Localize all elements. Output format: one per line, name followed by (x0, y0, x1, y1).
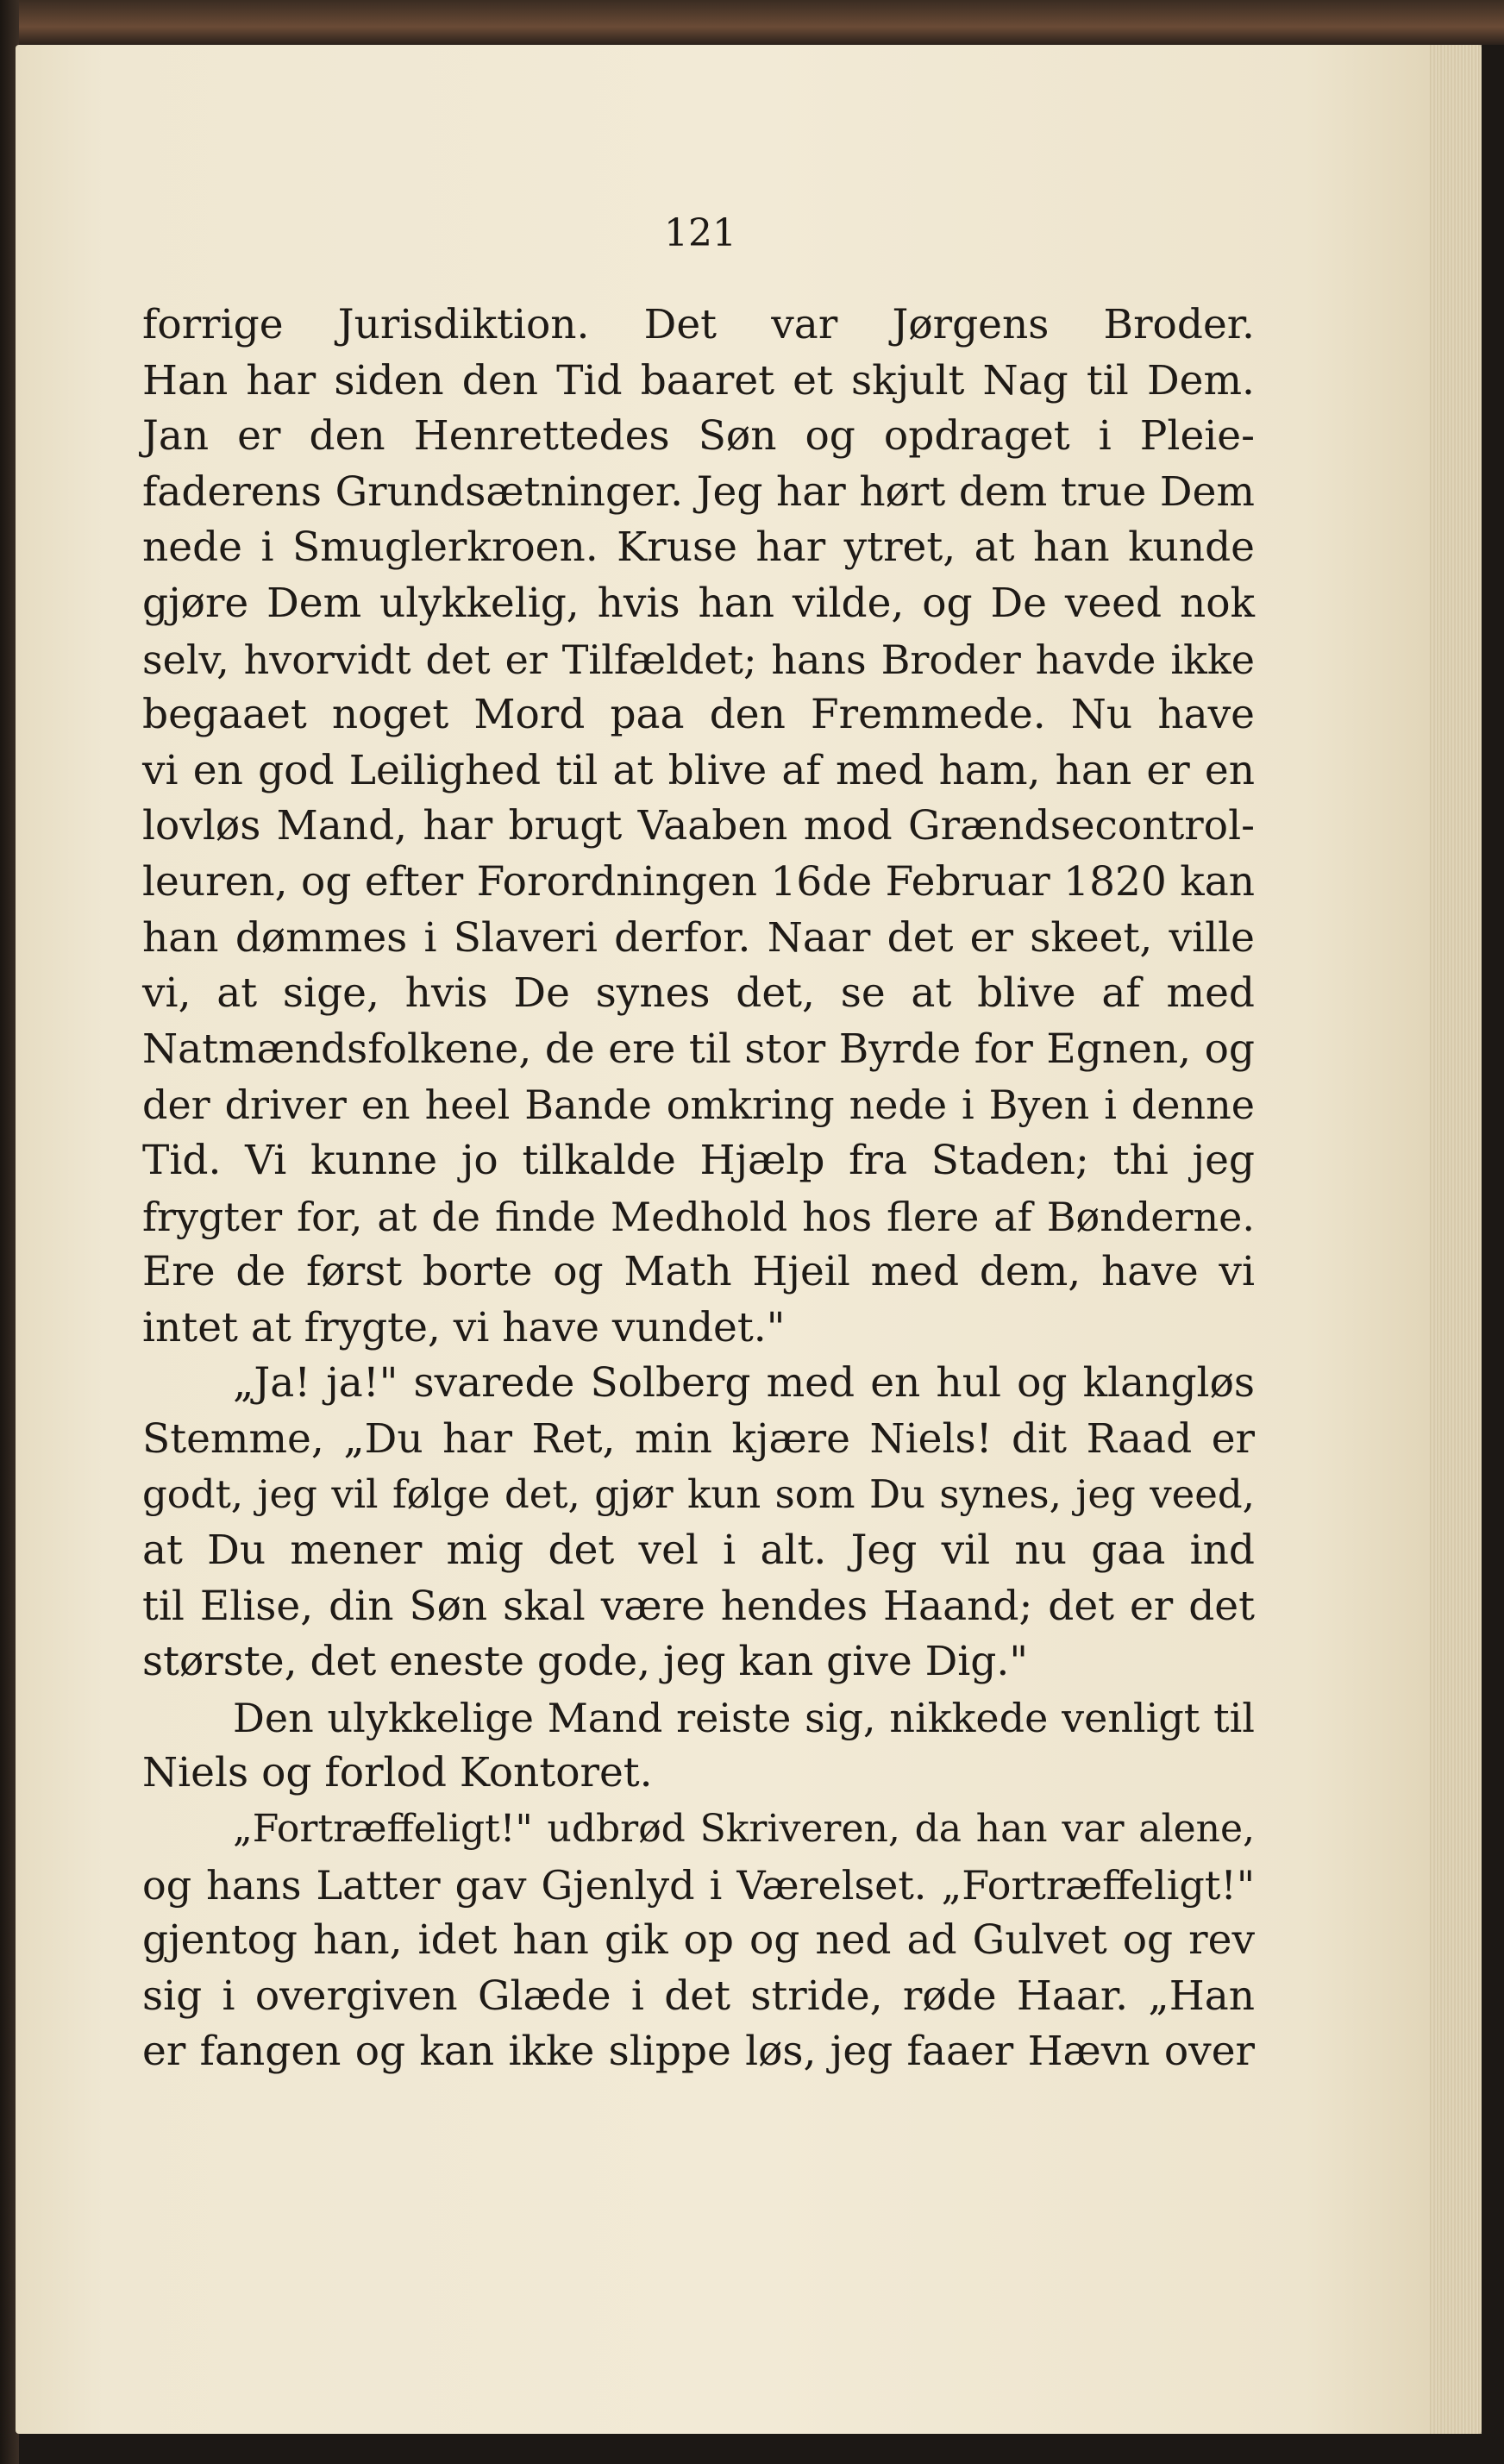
text-line: han dømmes i Slaveri derfor. Naar det er skeet, ville (142, 913, 1255, 962)
page-stack-edge (1430, 45, 1482, 2434)
text-line: vi, at sige, hvis De synes det, se at blive af med (142, 969, 1255, 1018)
text-line: „Fortræffeligt!" udbrød Skriveren, da han var alene, (233, 1807, 1255, 1852)
book-cover-top-edge (0, 0, 1504, 45)
text-line: gjøre Dem ulykkelig, hvis han vilde, og De veed nok (142, 579, 1255, 627)
text-line: leuren, og efter Forordningen 16de Februar 1820 kan (142, 857, 1255, 906)
text-line: Jan er den Henrettedes Søn og opdraget i Pleie- (142, 412, 1255, 461)
text-line: intet at frygte, vi have vundet." (142, 1303, 786, 1351)
text-line: godt, jeg vil følge det, gjør kun som Du synes, jeg veed, (142, 1471, 1255, 1518)
text-line: Den ulykkelige Mand reiste sig, nikkede venligt til (233, 1694, 1255, 1741)
text-line: begaaet noget Mord paa den Fremmede. Nu have (142, 691, 1255, 739)
text-line: der driver en heel Bande omkring nede i Byen i denne (142, 1082, 1255, 1129)
text-line: „Ja! ja!" svarede Solberg med en hul og klangløs (233, 1359, 1255, 1408)
text-line: og hans Latter gav Gjenlyd i Værelset. „Fortræffeligt!" (142, 1861, 1255, 1909)
text-line: Stemme, „Du har Ret, min kjære Niels! dit Raad er (142, 1414, 1255, 1463)
text-line: Han har siden den Tid baaret et skjult Nag til Dem. (142, 356, 1255, 404)
body-text (142, 298, 1255, 2080)
text-line: faderens Grundsætninger. Jeg har hørt dem true Dem (142, 467, 1255, 516)
text-line: Tid. Vi kunne jo tilkalde Hjælp fra Staden; thi jeg (142, 1136, 1255, 1184)
text-line: sig i overgiven Glæde i det stride, røde Haar. „Han (142, 1972, 1255, 2020)
text-line: Natmændsfolkene, de ere til stor Byrde for Egnen, og (142, 1025, 1255, 1073)
text-line: at Du mener mig det vel i alt. Jeg vil nu gaa ind (142, 1527, 1255, 1575)
text-line: vi en god Leilighed til at blive af med ham, han er en (142, 746, 1255, 794)
text-line: største, det eneste gode, jeg kan give Dig." (142, 1638, 1028, 1686)
text-line: Ere de først borte og Math Hjeil med dem, have vi (142, 1248, 1255, 1296)
page-number: 121 (664, 211, 736, 255)
text-line: selv, hvorvidt det er Tilfældet; hans Broder havde ikke (142, 636, 1255, 683)
text-line: til Elise, din Søn skal være hendes Haand; det er det (142, 1582, 1255, 1630)
text-line: lovløs Mand, har brugt Vaaben mod Grændsecontrol- (142, 802, 1255, 850)
text-line: gjentog han, idet han gik op og ned ad Gulvet og rev (142, 1916, 1255, 1965)
text-line: forrige Jurisdiktion. Det var Jørgens Broder. (142, 301, 1255, 348)
text-line: er fangen og kan ikke slippe løs, jeg faaer Hævn over (142, 2028, 1255, 2076)
text-line: Niels og forlod Kontoret. (142, 1749, 653, 1797)
text-line: frygter for, at de finde Medhold hos flere af Bønderne. (142, 1193, 1255, 1240)
text-line: nede i Smuglerkroen. Kruse har ytret, at han kunde (142, 524, 1255, 572)
